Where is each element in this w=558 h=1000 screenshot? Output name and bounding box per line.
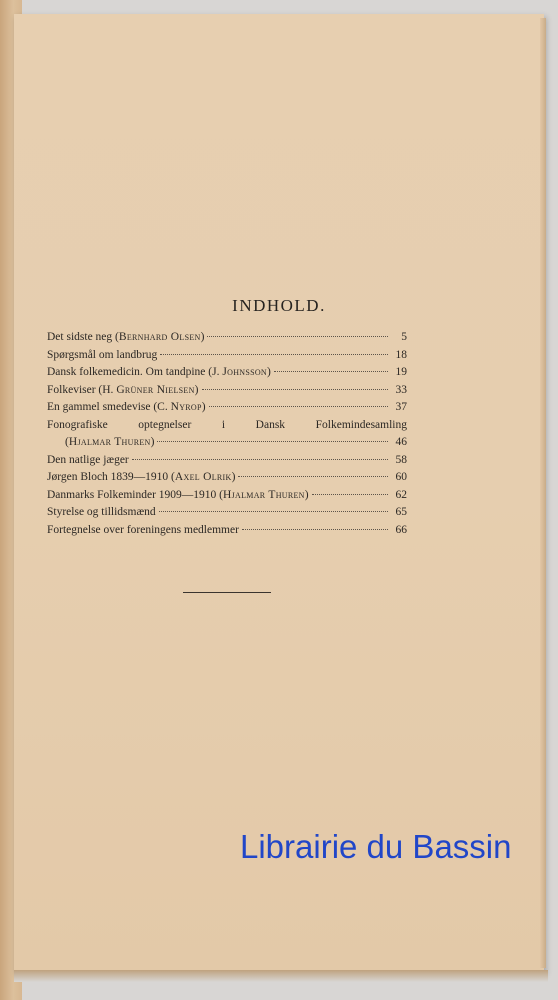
page-edge <box>540 18 546 968</box>
toc-page-number: 62 <box>395 488 407 501</box>
page-title: INDHOLD. <box>232 296 326 315</box>
toc-entry: Det sidste neg (Bernhard Olsen) 5 <box>47 331 407 343</box>
dot-leader <box>159 511 388 512</box>
toc-entry: Danmarks Folkeminder 1909—1910 (Hjalmar Thuren) 62 <box>47 488 407 501</box>
toc-entry <box>47 349 407 367</box>
dot-leader <box>274 371 388 372</box>
dot-leader <box>202 389 388 390</box>
watermark-text: Librairie du Bassin <box>240 828 512 865</box>
toc-page-number: 18 <box>395 348 407 361</box>
dot-leader <box>160 354 388 355</box>
toc-entry: Dansk folkemedicin. Om tandpine (J. Johnsson) 19 <box>47 366 407 378</box>
toc-author: Axel Olrik <box>174 471 232 483</box>
dot-leader <box>207 336 388 337</box>
toc-entry <box>47 506 407 524</box>
toc-page-number: 66 <box>395 523 407 536</box>
toc-page-number: 65 <box>395 506 407 518</box>
toc-author: Grüner Nielsen <box>116 383 195 396</box>
toc-page-number: 60 <box>395 471 407 483</box>
dot-leader <box>312 494 388 495</box>
toc-title: Dansk folkemedicin. Om tandpine (J. <box>47 366 223 378</box>
toc-author: Bernhard Olsen <box>118 331 201 343</box>
toc-page-number: 46 <box>395 436 407 448</box>
toc-title: Danmarks Folkeminder 1909—1910 ( <box>47 488 223 501</box>
toc-entry: Jørgen Bloch 1839—1910 (Axel Olrik) 60 <box>47 471 407 483</box>
page-bottom-shadow <box>14 970 548 982</box>
toc-title: Fortegnelse over foreningens medlemmer <box>47 523 239 536</box>
toc-page-number: 33 <box>395 383 407 396</box>
toc-entry: Folkeviser (H. Grüner Nielsen) 33 <box>47 383 407 396</box>
dot-leader <box>132 459 388 460</box>
dot-leader <box>157 441 388 442</box>
toc-title: Den natlige jæger <box>47 453 129 466</box>
toc-title: Styrelse og tillidsmænd <box>47 506 156 518</box>
toc-author: Nyrop <box>170 401 202 413</box>
toc-entry <box>47 524 407 542</box>
toc-title: En gammel smedevise (C. <box>47 401 171 413</box>
toc-title: Spørgsmål om landbrug <box>47 348 158 361</box>
toc-title: Det sidste neg ( <box>47 331 119 343</box>
toc-page-number: 19 <box>395 366 407 378</box>
toc-entry-continuation: (Hjalmar Thuren) 46 <box>65 436 407 448</box>
toc-author: Hjalmar Thuren <box>68 436 151 448</box>
toc-page-number: 58 <box>395 453 407 466</box>
toc-author: Johnsson <box>222 366 268 378</box>
toc-entry <box>47 419 407 437</box>
toc-title: Fonografiske optegnelser i Dansk Folkemindesamling <box>47 418 407 431</box>
dot-leader <box>209 406 388 407</box>
toc-page-number: 37 <box>395 401 407 413</box>
toc-title: Jørgen Bloch 1839—1910 ( <box>47 471 175 483</box>
toc-author: Hjalmar Thuren <box>223 488 305 501</box>
toc-title: Folkeviser (H. <box>47 383 117 396</box>
dot-leader <box>238 476 388 477</box>
dot-leader <box>242 529 388 530</box>
toc-entry <box>47 454 407 472</box>
toc-entry: En gammel smedevise (C. Nyrop) 37 <box>47 401 407 413</box>
table-of-contents <box>47 331 407 541</box>
horizontal-rule <box>183 592 271 593</box>
toc-page-number: 5 <box>401 331 407 343</box>
